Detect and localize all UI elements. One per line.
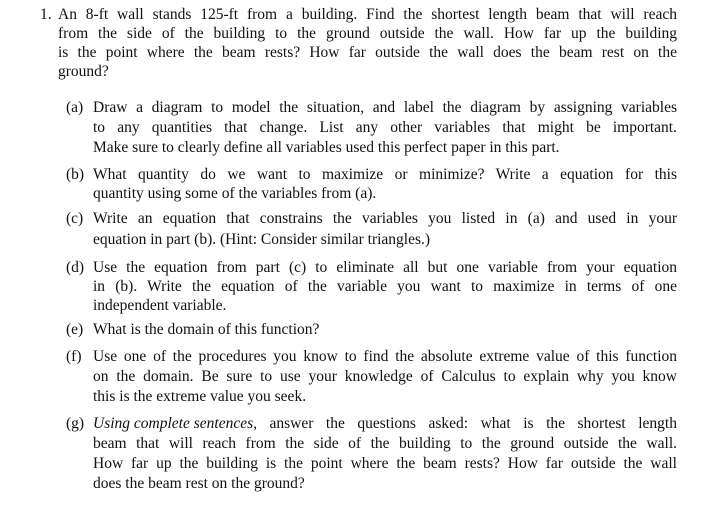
part-label: (f) <box>66 348 82 365</box>
part-line: quantity using some of the variables from (a). <box>93 185 377 202</box>
part-line: to any quantities that change. List any other variables that might be important. <box>93 119 677 136</box>
problem-number: 1. <box>40 6 52 23</box>
problem-line: ground? <box>58 63 109 80</box>
problem-line: is the point where the beam rests? How far outside the wall does the beam rest on the <box>58 44 677 61</box>
part-line: equation in part (b). (Hint: Consider similar triangles.) <box>93 231 431 248</box>
part-label: (e) <box>66 321 84 338</box>
part-line: this is the extreme value you seek. <box>93 388 307 405</box>
part-line: Make sure to clearly define all variables used this perfect paper in this part. <box>93 139 560 156</box>
part-label: (a) <box>66 99 84 116</box>
part-line: Use one of the procedures you know to find the absolute extreme value of this function <box>93 348 677 365</box>
part-line: What quantity do we want to maximize or minimize? Write a equation for this <box>93 166 677 183</box>
part-line: Draw a diagram to model the situation, and label the diagram by assigning variables <box>93 99 677 116</box>
part-label: (b) <box>66 166 85 183</box>
part-line: on the domain. Be sure to use your knowledge of Calculus to explain why you know <box>93 368 677 385</box>
part-label: (c) <box>66 210 84 227</box>
part-line: beam that will reach from the side of the building to the ground outside the wall. <box>93 435 677 452</box>
part-line: in (b). Write the equation of the variable you want to maximize in terms of one <box>93 278 677 295</box>
part-label: (g) <box>66 415 85 432</box>
part-line: does the beam rest on the ground? <box>93 475 305 492</box>
part-line: independent variable. <box>93 297 227 314</box>
part-line: How far up the building is the point where the beam rests? How far outside the wall <box>93 455 677 472</box>
problem-line: An 8-ft wall stands 125-ft from a building. Find the shortest length beam that will reach <box>58 6 677 23</box>
part-label: (d) <box>66 259 85 276</box>
italic-lead: Using complete sentences, <box>93 415 257 432</box>
part-line: What is the domain of this function? <box>93 321 320 338</box>
part-line <box>93 414 677 434</box>
problem-line: from the side of the building to the ground outside the wall. How far up the building <box>58 25 677 42</box>
part-line: Use the equation from part (c) to eliminate all but one variable from your equation <box>93 259 677 276</box>
part-line-rest: answer the questions asked: what is the shortest length <box>257 415 677 432</box>
part-line: Write an equation that constrains the variables you listed in (a) and used in your <box>93 210 677 227</box>
